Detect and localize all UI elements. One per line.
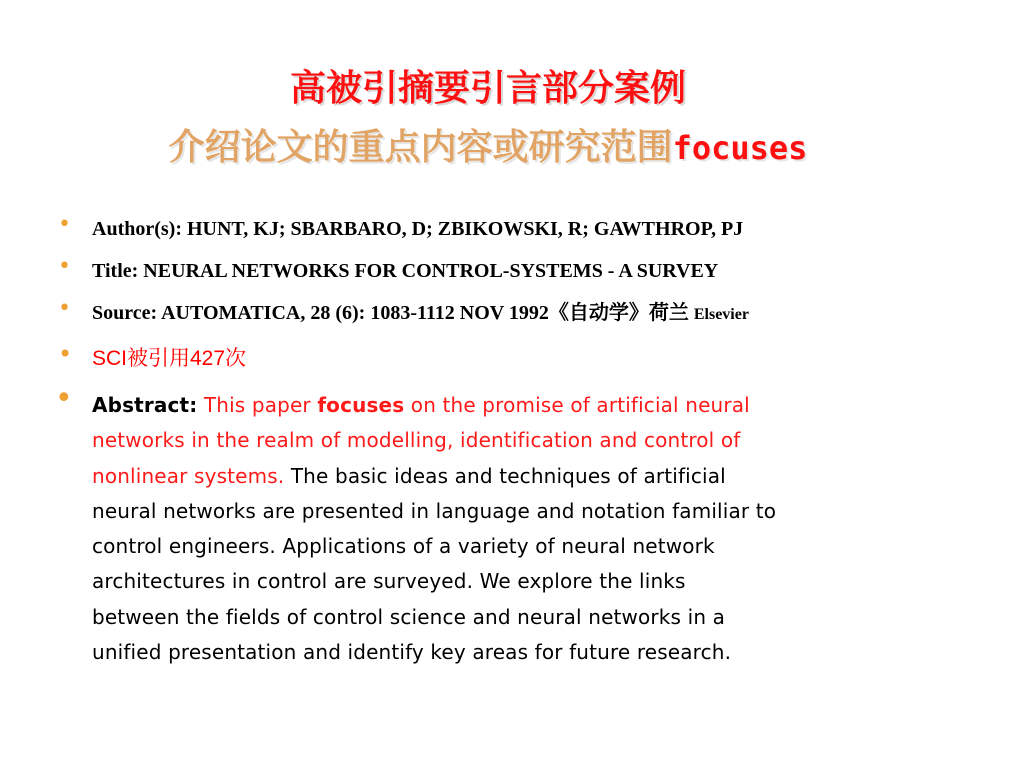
bullet-icon: • <box>58 212 71 237</box>
abstract-paragraph <box>92 388 972 670</box>
bullet-icon: • <box>58 296 71 321</box>
abstract-line: unified presentation and identify key areas for future research. <box>92 640 732 665</box>
abstract-text: on the promise of artificial neural <box>404 393 750 417</box>
abstract-line: neural networks are presented in language and notation familiar to <box>92 498 777 523</box>
abstract-keyword: focuses <box>317 393 405 417</box>
abstract-line: control engineers. Applications of a variety of neural network <box>92 534 715 559</box>
bullet-icon: • <box>58 254 71 279</box>
bullet-icon: • <box>55 381 73 416</box>
publisher-text: Elsevier <box>693 306 749 323</box>
source-line <box>92 300 972 328</box>
abstract-line <box>92 388 972 423</box>
source-text: Source: AUTOMATICA, 28 (6): 1083-1112 NOV 1992《自动学》荷兰 <box>92 302 689 324</box>
abstract-line: architectures in control are surveyed. We explore the links <box>92 569 686 594</box>
subtitle-english: focuses <box>672 129 808 167</box>
abstract-text: The basic ideas and techniques of artificial <box>284 463 726 488</box>
subtitle-chinese: 介绍论文的重点内容或研究范围 <box>168 126 673 168</box>
author-line: Author(s): HUNT, KJ; SBARBARO, D; ZBIKOWSKI, R; GAWTHROP, PJ <box>92 218 744 240</box>
abstract-text: nonlinear systems. <box>92 463 285 488</box>
abstract-line <box>92 459 972 494</box>
abstract-text: This paper <box>203 393 318 417</box>
title-line: Title: NEURAL NETWORKS FOR CONTROL-SYSTEMS - A SURVEY <box>92 260 719 282</box>
abstract-line: between the fields of control science and neural networks in a <box>92 604 726 629</box>
bullet-icon: • <box>58 340 73 368</box>
abstract-label: Abstract: <box>92 393 198 417</box>
slide-title: 高被引摘要引言部分案例 <box>289 67 686 109</box>
abstract-line: networks in the realm of modelling, identification and control of <box>92 428 741 453</box>
citation-count: SCI被引用427次 <box>92 347 247 370</box>
